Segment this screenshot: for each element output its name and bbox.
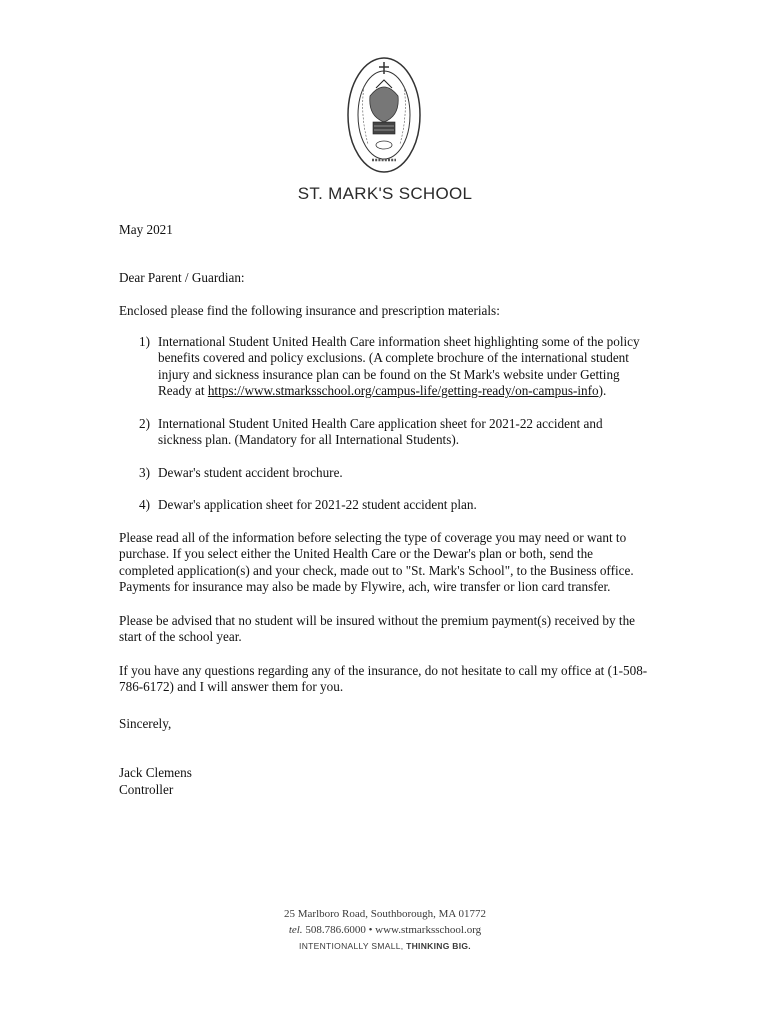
footer-contact: tel. 508.786.6000 • www.stmarksschool.org: [288, 924, 482, 936]
list-item-number: 2): [139, 415, 150, 431]
school-seal-icon: [346, 56, 422, 174]
footer-address: 25 Marlboro Road, Southborough, MA 01772: [284, 908, 486, 920]
closing: Sincerely,: [119, 715, 172, 731]
list-item: [139, 465, 649, 482]
letterhead-footer: [0, 906, 770, 954]
salutation: Dear Parent / Guardian:: [119, 269, 245, 285]
paragraph-coverage: Please read all of the information before selecting the type of coverage you may need or want to purchase. If you select either the United Health Care or the Dewar's plan or both, send the completed application(s) and your check, made out to "St. Mark's School", to the Business office. Payments for insurance may also be made by Flywire, ach, wire transfer or lion card transfer.: [119, 529, 634, 594]
list-item-text: Dewar's student accident brochure.: [158, 464, 343, 480]
signer-title: Controller: [119, 781, 174, 797]
footer-tagline: INTENTIONALLY SMALL, THINKING BIG.: [299, 941, 471, 951]
list-item-number: 1): [139, 333, 150, 349]
campus-info-link[interactable]: https://www.stmarksschool.org/campus-life/getting-ready/on-campus-info: [207, 383, 599, 398]
list-item-text: International Student United Health Care information sheet highlighting some of the policy benefits covered and policy exclusions. (A complete brochure of the international student injury and sickness insurance plan can be found on the St Mark's website under Getting Ready at https://www.stmarksschool.org/campus-life/getting-ready/on-campus-info).: [158, 333, 640, 398]
list-item-text: International Student United Health Care application sheet for 2021-22 accident and sickness plan. (Mandatory for all International Students).: [158, 415, 603, 447]
signer-name: Jack Clemens: [119, 765, 192, 780]
list-item: [139, 497, 649, 514]
list-item-number: 3): [139, 464, 150, 480]
paragraph-premium: Please be advised that no student will be insured without the premium payment(s) received by the start of the school year.: [119, 612, 636, 644]
list-item: [139, 334, 649, 400]
list-item: [139, 416, 649, 449]
intro-text: Enclosed please find the following insurance and prescription materials:: [119, 303, 500, 318]
materials-list: [119, 334, 649, 514]
school-name: ST. MARK'S SCHOOL: [297, 184, 473, 203]
list-item-text: Dewar's application sheet for 2021-22 student accident plan.: [158, 497, 477, 512]
letter-date: May 2021: [119, 222, 173, 237]
paragraph-questions: If you have any questions regarding any of the insurance, do not hesitate to call my office at (1-508-786-6172) and I will answer them for you.: [119, 662, 648, 694]
list-item-number: 4): [139, 497, 150, 512]
letter-body: [119, 222, 649, 798]
